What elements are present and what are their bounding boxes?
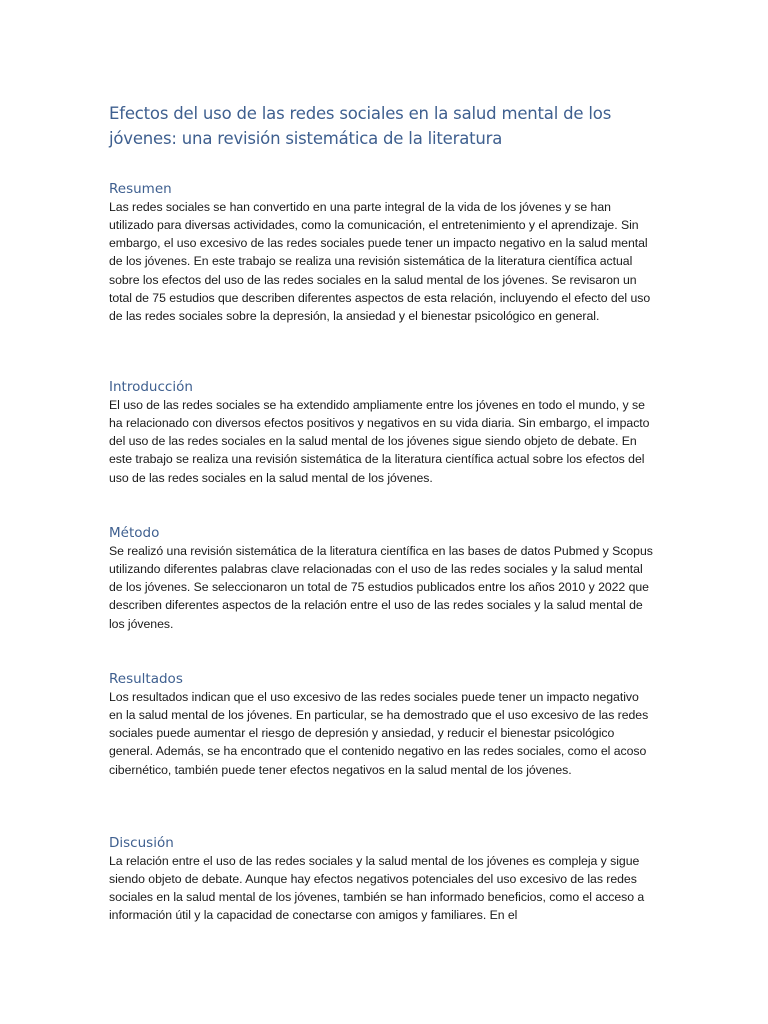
- section-body-introduccion: El uso de las redes sociales se ha extendido ampliamente entre los jóvenes en todo el mundo, y se ha relacionado con diversos efectos positivos y negativos en su vida diaria. Sin embargo, el impacto del uso de las redes sociales en la salud mental de los jóvenes sigue siendo objeto de debate. En este trabajo se realiza una revisión sistemática de la literatura científica actual sobre los efectos del uso de las redes sociales en la salud mental de los jóvenes.: [109, 398, 650, 485]
- section-body-discusion: La relación entre el uso de las redes sociales y la salud mental de los jóvenes es compleja y sigue siendo objeto de debate. Aunque hay efectos negativos potenciales del uso excesivo de las redes sociales en la salud mental de los jóvenes, también se han informado beneficios, como el acceso a información útil y la capacidad de conectarse con amigos y familiares. En el: [109, 854, 645, 923]
- section-heading-metodo: Método: [109, 525, 160, 541]
- document-title: Efectos del uso de las redes sociales en la salud mental de los jóvenes: una revisión sistemática de la literatura: [109, 104, 612, 148]
- section-heading-discusion: Discusión: [109, 835, 174, 851]
- section-heading-introduccion: Introducción: [109, 379, 193, 395]
- section-body-metodo: Se realizó una revisión sistemática de la literatura científica en las bases de datos Pubmed y Scopus utilizando diferentes palabras clave relacionadas con el uso de las redes sociales y la salud mental de los jóvenes. Se seleccionaron un total de 75 estudios publicados entre los años 2010 y 2022 que describen diferentes aspectos de la relación entre el uso de las redes sociales y la salud mental de los jóvenes.: [109, 544, 653, 631]
- section-heading-resumen: Resumen: [109, 181, 172, 197]
- section-body-resumen: Las redes sociales se han convertido en una parte integral de la vida de los jóvenes y se han utilizado para diversas actividades, como la comunicación, el entretenimiento y el aprendizaje. Sin embargo, el uso excesivo de las redes sociales puede tener un impacto negativo en la salud mental de los jóvenes. En este trabajo se realiza una revisión sistemática de la literatura científica actual sobre los efectos del uso de las redes sociales en la salud mental de los jóvenes. Se revisaron un total de 75 estudios que describen diferentes aspectos de esta relación, incluyendo el efecto del uso de las redes sociales sobre la depresión, la ansiedad y el bienestar psicológico en general.: [109, 200, 651, 323]
- section-body-resultados: Los resultados indican que el uso excesivo de las redes sociales puede tener un impacto negativo en la salud mental de los jóvenes. En particular, se ha demostrado que el uso excesivo de las redes sociales puede aumentar el riesgo de depresión y ansiedad, y reducir el bienestar psicológico general. Además, se ha encontrado que el contenido negativo en las redes sociales, como el acoso cibernético, también puede tener efectos negativos en la salud mental de los jóvenes.: [109, 690, 649, 777]
- section-heading-resultados: Resultados: [109, 671, 183, 687]
